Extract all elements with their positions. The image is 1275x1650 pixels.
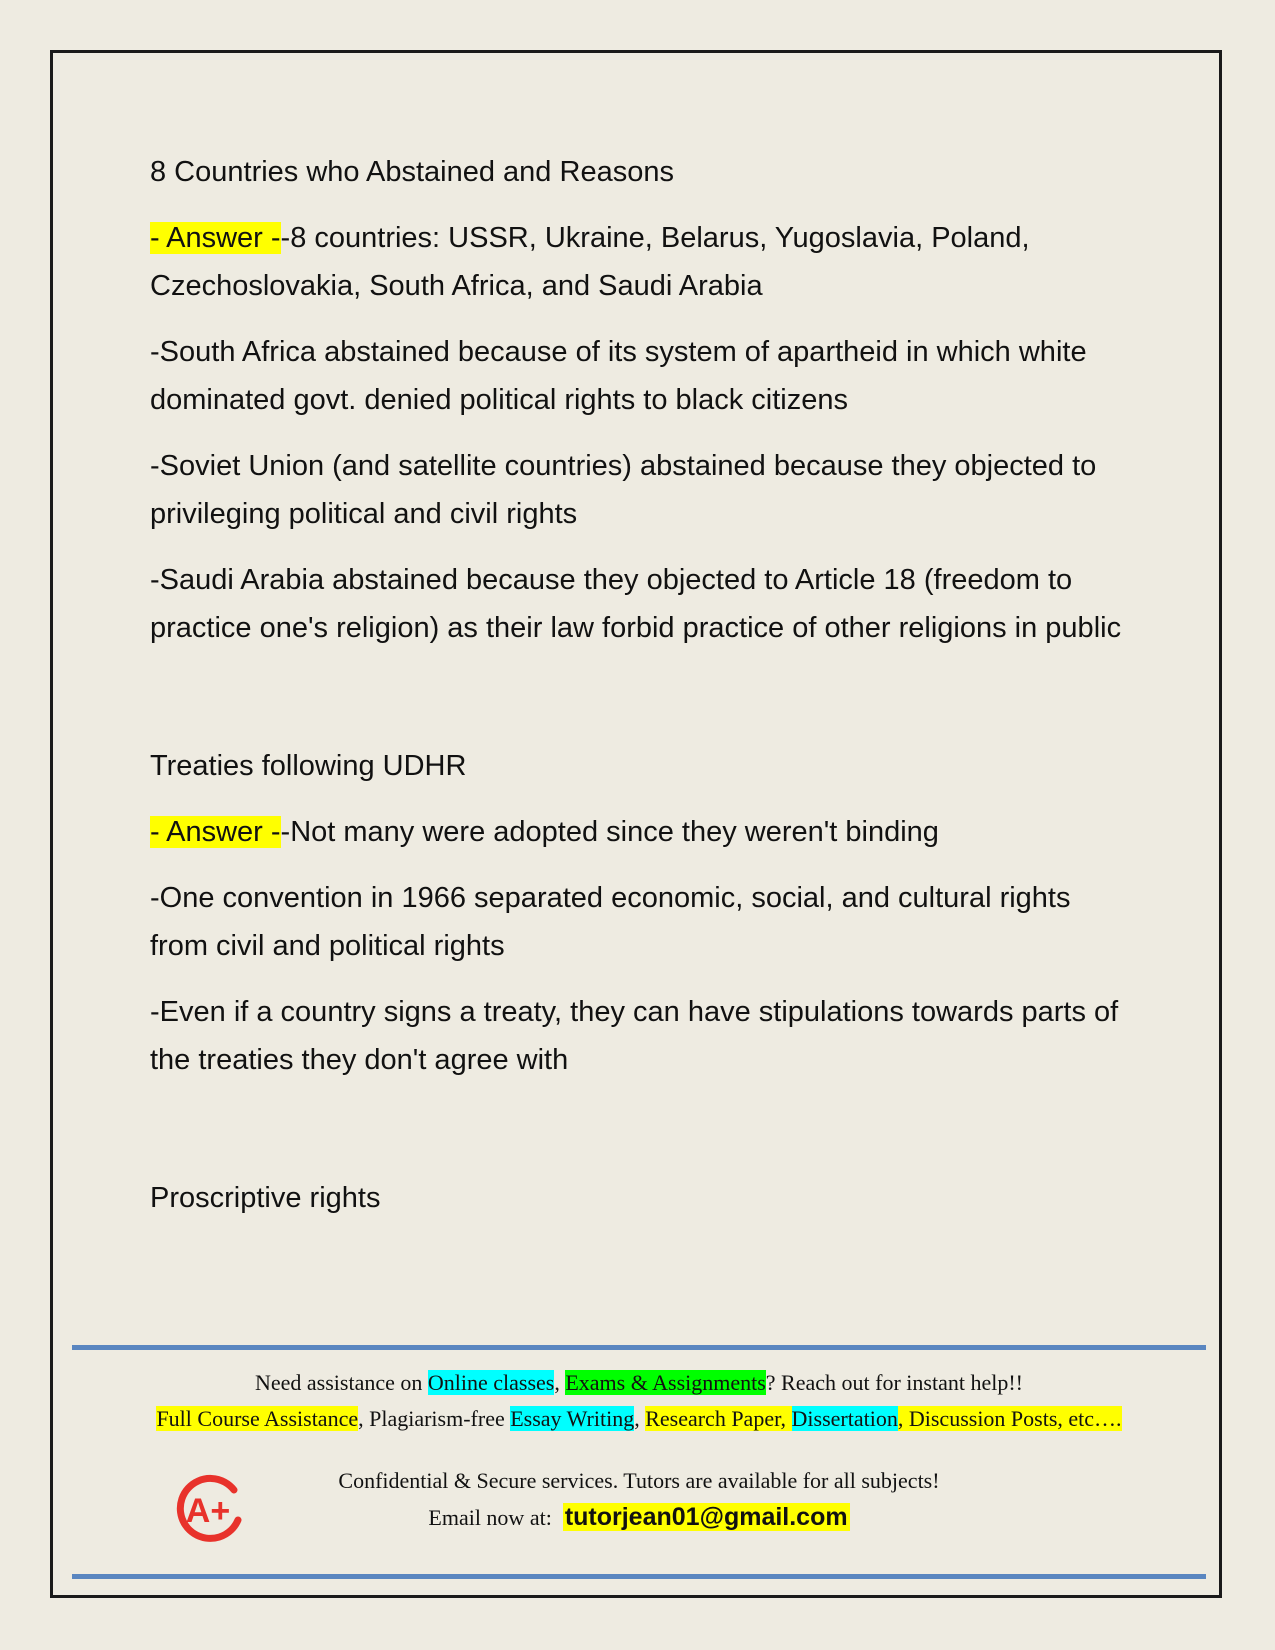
answer-paragraph: -Even if a country signs a treaty, they can have stipulations towards parts of the treaties they don't agree with [150, 996, 1119, 1076]
question-title: Proscriptive rights [150, 1182, 381, 1214]
answer-label: - Answer - [150, 816, 281, 848]
highlight-online-classes: Online classes [427, 1370, 555, 1395]
answer-paragraph: -Saudi Arabia abstained because they objected to Article 18 (freedom to practice one's religion) as their law forbid practice of other religions in public [150, 564, 1122, 644]
highlight-exams: Exams & Assignments [565, 1370, 766, 1395]
footer-line-1: Need assistance on Online classes, Exams & Assignments? Reach out for instant help!! [254, 1370, 1023, 1395]
highlight-research: Research Paper, [645, 1406, 792, 1431]
highlight-discussion: , Discussion Posts, etc…. [897, 1406, 1122, 1431]
email-link[interactable]: tutorjean01@gmail.com [564, 1503, 848, 1531]
answer-paragraph: -Soviet Union (and satellite countries) abstained because they objected to privileging political and civil rights [150, 450, 1097, 530]
question-title: Treaties following UDHR [150, 750, 467, 782]
highlight-essay: Essay Writing [510, 1406, 635, 1431]
footer-top-rule [72, 1345, 1206, 1350]
highlight-full-course: Full Course Assistance [156, 1406, 359, 1431]
footer-bottom-rule [72, 1574, 1206, 1579]
answer-label: - Answer - [150, 222, 281, 254]
answer-paragraph: -South Africa abstained because of its system of apartheid in which white dominated govt. denied political rights to black citizens [150, 336, 1087, 416]
answer-paragraph [150, 214, 1130, 310]
answer-paragraph [150, 808, 1130, 856]
footer-contact [72, 1463, 1206, 1536]
footer-line-2: Full Course Assistance, Plagiarism-free Essay Writing, Research Paper, Dissertation, Discussion Posts, etc…. [156, 1406, 1122, 1431]
answer-text: -8 countries: USSR, Ukraine, Belarus, Yugoslavia, Poland, Czechoslovakia, South Africa, and Saudi Arabia [150, 222, 1030, 302]
logo-text: A+ [185, 1492, 231, 1530]
footer-line-4: Email now at: tutorjean01@gmail.com [428, 1503, 848, 1531]
document-body [150, 148, 1130, 1240]
footer-promo [72, 1365, 1206, 1437]
footer-line-3: Confidential & Secure services. Tutors are available for all subjects! [338, 1468, 940, 1493]
question-title: 8 Countries who Abstained and Reasons [150, 156, 674, 188]
answer-text: -Not many were adopted since they weren't binding [280, 816, 939, 848]
answer-paragraph: -One convention in 1966 separated economic, social, and cultural rights from civil and political rights [150, 882, 1071, 962]
highlight-dissertation: Dissertation [791, 1406, 898, 1431]
